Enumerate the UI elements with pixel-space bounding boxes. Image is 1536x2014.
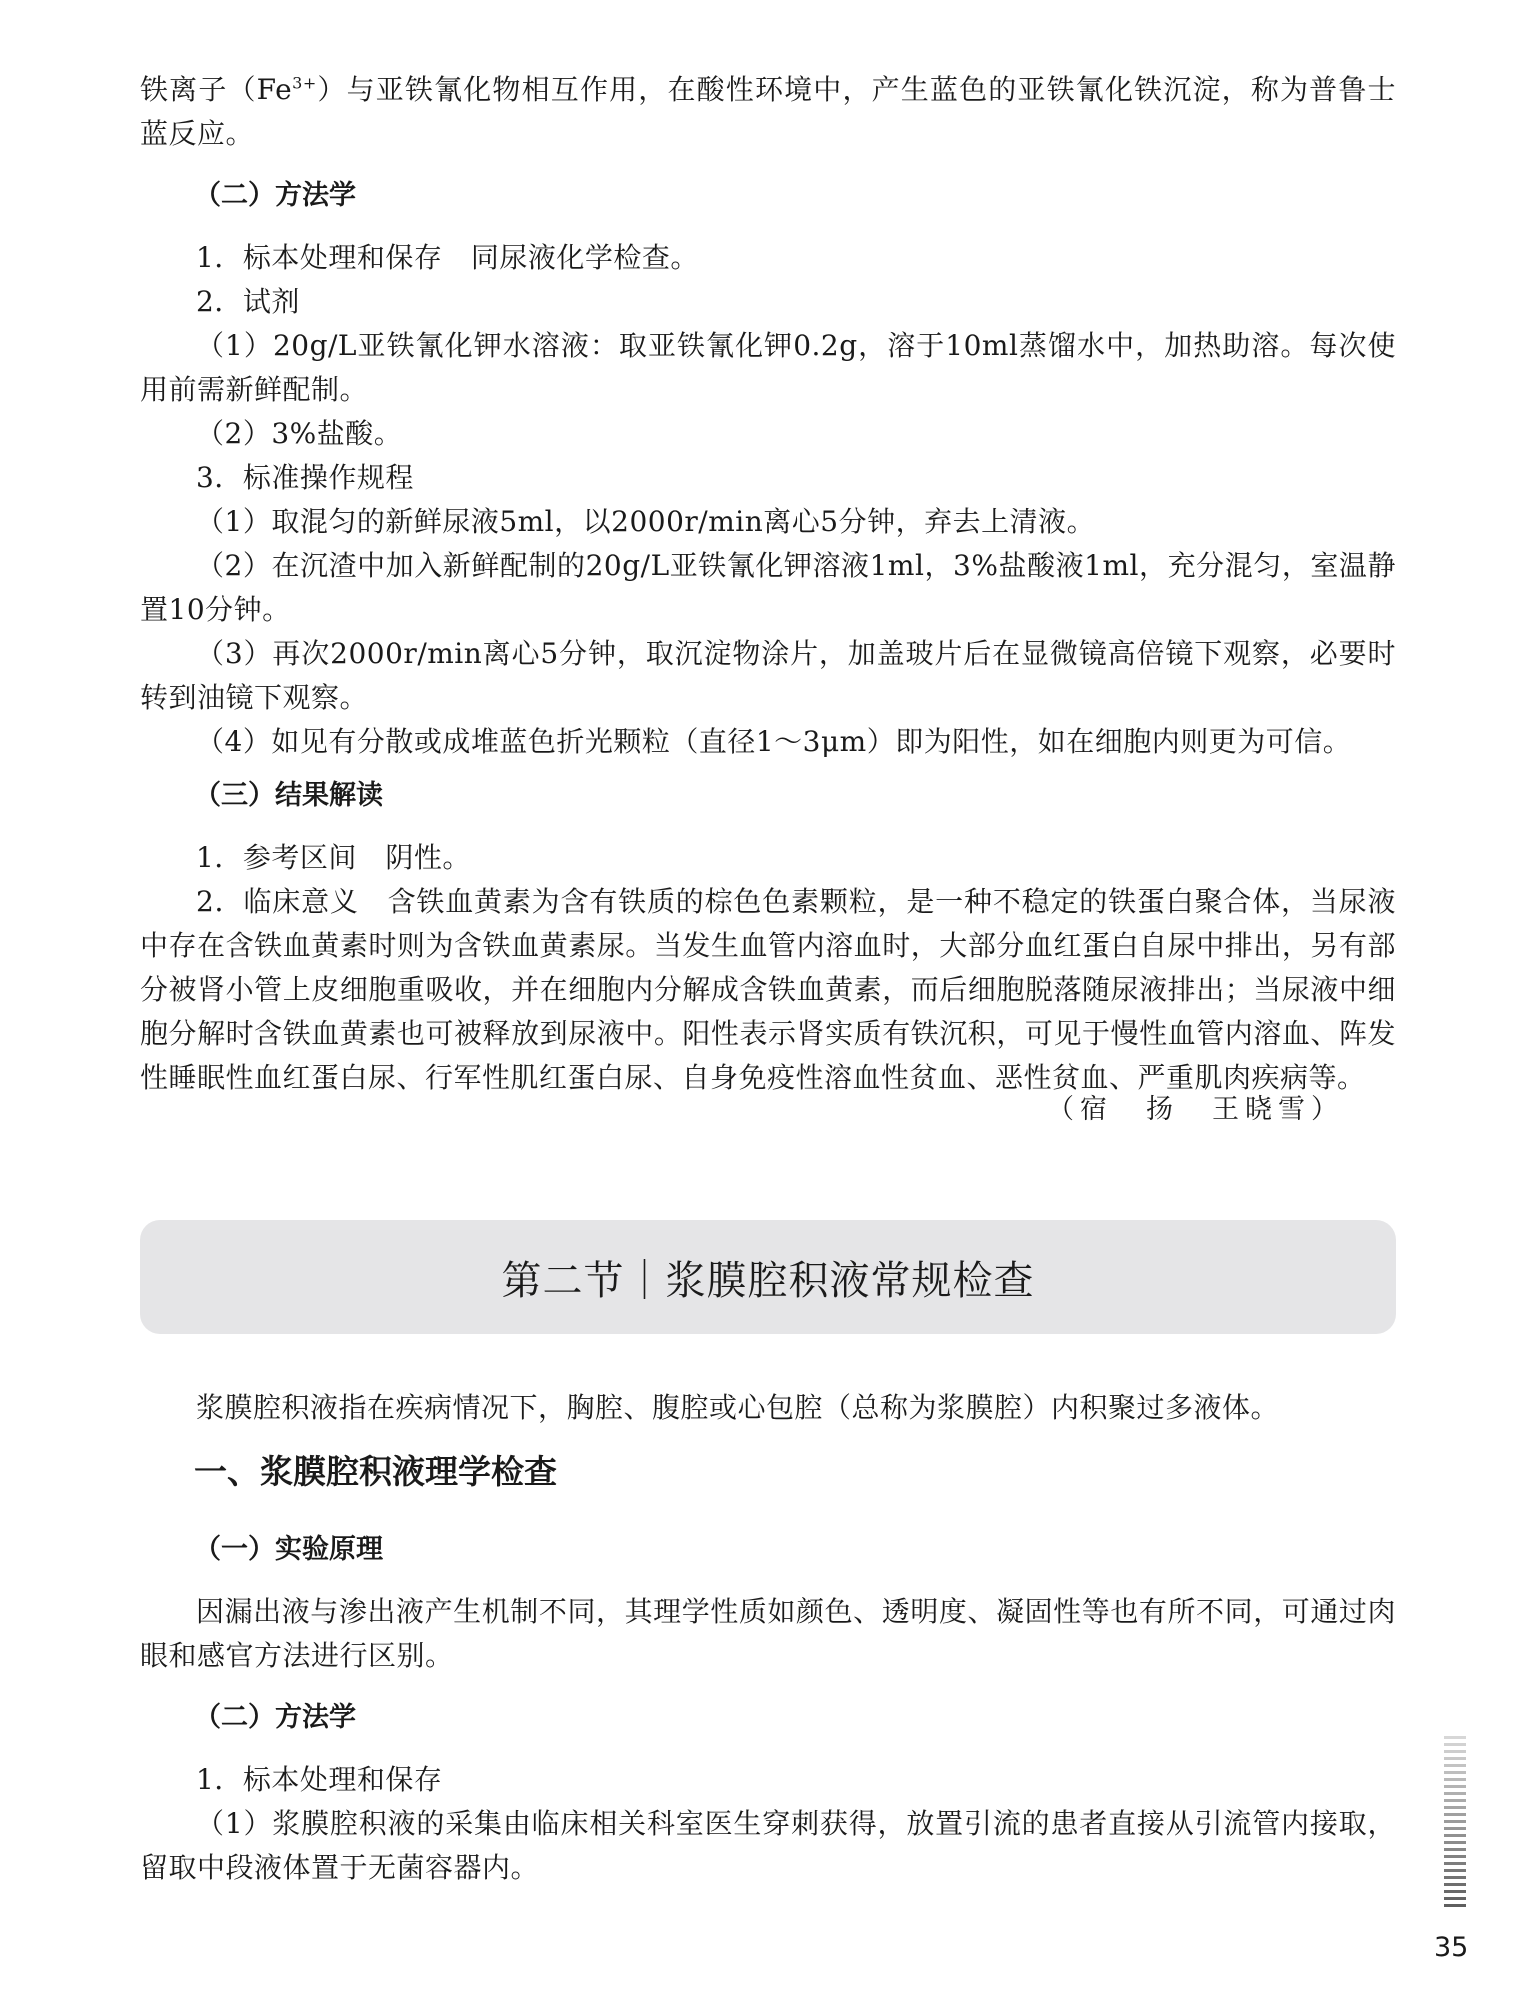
item-reagent-1: （1）20g/L亚铁氰化钾水溶液：取亚铁氰化钾0.2g，溶于10ml蒸馏水中，加热助溶。每次使用前需新鲜配制。 — [140, 329, 1396, 406]
ruler-tick — [1444, 1764, 1466, 1767]
section-intro: 浆膜腔积液指在疾病情况下，胸腔、腹腔或心包腔（总称为浆膜腔）内积聚过多液体。 — [196, 1391, 1280, 1424]
item-sop-1: （1）取混匀的新鲜尿液5ml，以2000r/min离心5分钟，弃去上清液。 — [196, 505, 1096, 538]
ruler-tick — [1444, 1778, 1466, 1781]
text-fragment: 铁离子（Fe — [140, 73, 293, 106]
item-sop-2: （2）在沉渣中加入新鲜配制的20g/L亚铁氰化钾溶液1ml，3%盐酸液1ml，充分混匀，室温静置10分钟。 — [140, 549, 1396, 626]
text-fragment: ）与亚铁氰化物相互作用，在酸性环境中，产生蓝色的亚铁氰化铁沉淀，称为普鲁士蓝反应。 — [140, 73, 1397, 150]
ruler-tick — [1444, 1827, 1466, 1830]
page-edge-ruler — [1444, 1736, 1466, 1911]
item-sop: 3．标准操作规程 — [196, 461, 414, 494]
item-reagent-2: （2）3%盐酸。 — [196, 417, 403, 450]
item-specimen-collection: （1）浆膜腔积液的采集由临床相关科室医生穿刺获得，放置引流的患者直接从引流管内接取，留取中段液体置于无菌容器内。 — [140, 1807, 1396, 1884]
ruler-tick — [1444, 1841, 1466, 1844]
ruler-tick — [1444, 1736, 1466, 1739]
paragraph-prussian-blue — [140, 68, 1396, 156]
item-reference-interval: 1．参考区间 阴性。 — [196, 841, 471, 874]
item-reagents: 2．试剂 — [196, 285, 300, 318]
item-sop-4: （4）如见有分散或成堆蓝色折光颗粒（直径1～3μm）即为阳性，如在细胞内则更为可信。 — [196, 725, 1352, 758]
ruler-tick — [1444, 1792, 1466, 1795]
ruler-tick — [1444, 1820, 1466, 1823]
author-signature: （宿 扬 王晓雪） — [1047, 1094, 1344, 1125]
ruler-tick — [1444, 1799, 1466, 1802]
item-clinical-significance: 2．临床意义 含铁血黄素为含有铁质的棕色色素颗粒，是一种不稳定的铁蛋白聚合体，当尿液中存在含铁血黄素时则为含铁血黄素尿。当发生血管内溶血时，大部分血红蛋白自尿中排出，另有部分被肾小管上皮细胞重吸收，并在细胞内分解成含铁血黄素，而后细胞脱落随尿液排出；当尿液中细胞分解时含铁血黄素也可被释放到尿液中。阳性表示肾实质有铁沉积，可见于慢性血管内溶血、阵发性睡眠性血红蛋白尿、行军性肌红蛋白尿、自身免疫性溶血性贫血、恶性贫血、严重肌肉疾病等。 — [140, 885, 1396, 1094]
section-banner — [140, 1220, 1396, 1334]
heading-methodology-2: （二）方法学 — [194, 1702, 356, 1733]
section-title: 第二节｜浆膜腔积液常规检查 — [501, 1257, 1035, 1304]
ruler-tick — [1444, 1813, 1466, 1816]
ruler-tick — [1444, 1890, 1466, 1893]
heading-principle: （一）实验原理 — [194, 1534, 383, 1565]
ruler-tick — [1444, 1785, 1466, 1788]
ruler-tick — [1444, 1848, 1466, 1851]
ruler-tick — [1444, 1806, 1466, 1809]
ruler-tick — [1444, 1876, 1466, 1879]
ruler-tick — [1444, 1862, 1466, 1865]
ruler-tick — [1444, 1757, 1466, 1760]
ruler-tick — [1444, 1743, 1466, 1746]
heading-result-interpretation: （三）结果解读 — [194, 780, 383, 811]
ruler-tick — [1444, 1855, 1466, 1858]
ruler-tick — [1444, 1869, 1466, 1872]
paragraph-principle: 因漏出液与渗出液产生机制不同，其理学性质如颜色、透明度、凝固性等也有所不同，可通过肉眼和感官方法进行区别。 — [140, 1595, 1396, 1672]
ruler-tick — [1444, 1834, 1466, 1837]
ruler-tick — [1444, 1897, 1466, 1900]
ruler-tick — [1444, 1771, 1466, 1774]
ruler-tick — [1444, 1904, 1466, 1907]
item-specimen-handling: 1．标本处理和保存 同尿液化学检查。 — [196, 241, 699, 274]
ruler-tick — [1444, 1883, 1466, 1886]
item-specimen-handling-2: 1．标本处理和保存 — [196, 1763, 443, 1796]
superscript-charge: 3+ — [292, 73, 317, 93]
ruler-tick — [1444, 1750, 1466, 1753]
heading-methodology: （二）方法学 — [194, 180, 356, 211]
item-sop-3: （3）再次2000r/min离心5分钟，取沉淀物涂片，加盖玻片后在显微镜高倍镜下观察，必要时转到油镜下观察。 — [140, 637, 1396, 714]
page-number: 35 — [1434, 1932, 1469, 1963]
heading-physical-exam: 一、浆膜腔积液理学检查 — [194, 1452, 557, 1491]
